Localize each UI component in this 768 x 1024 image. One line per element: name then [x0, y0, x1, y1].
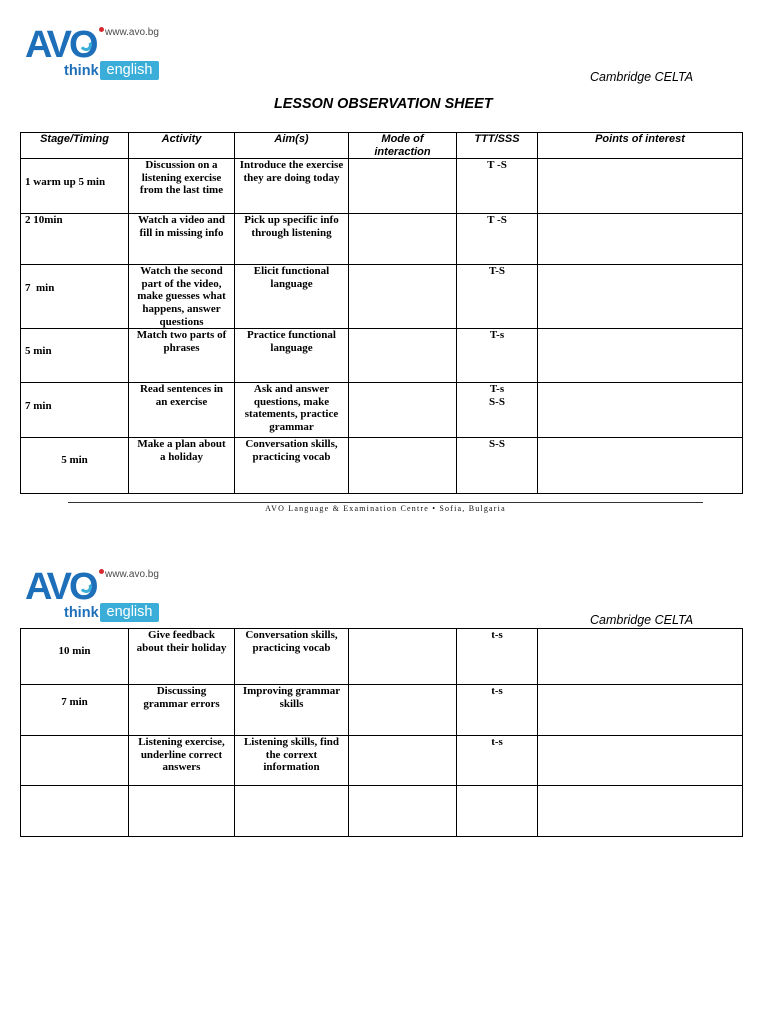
logo-red-dot-icon [99, 569, 104, 574]
ttt-sss-cell: T-s S-S [457, 383, 538, 438]
ttt-sss-cell: T-S [457, 265, 538, 329]
observation-table [20, 132, 743, 494]
logo-think-text: think [64, 605, 99, 621]
stage-timing-cell: 1 warm up 5 min [21, 159, 129, 214]
header-stage-timing: Stage/Timing [21, 133, 129, 159]
ttt-sss-cell: S-S [457, 438, 538, 494]
page-title: LESSON OBSERVATION SHEET [274, 96, 493, 112]
activity-cell: Listening exercise, underline correct answers [129, 736, 235, 786]
stage-timing-cell: 10 min [21, 629, 129, 685]
ttt-sss-cell: t-s [457, 629, 538, 685]
mode-of-interaction-cell [349, 265, 457, 329]
activity-cell [129, 786, 235, 837]
activity-cell: Discussing grammar errors [129, 685, 235, 736]
aims-cell: Conversation skills, practicing vocab [235, 438, 349, 494]
stage-timing-cell: 7 min [21, 265, 129, 329]
activity-cell: Discussion on a listening exercise from the last time [129, 159, 235, 214]
activity-cell: Make a plan about a holiday [129, 438, 235, 494]
logo-think-text: think [64, 63, 99, 79]
activity-cell: Watch a video and fill in missing info [129, 214, 235, 265]
stage-timing-cell: 7 min [21, 383, 129, 438]
ttt-sss-cell: t-s [457, 736, 538, 786]
stage-timing-cell [21, 736, 129, 786]
header-points-of-interest: Points of interest [538, 133, 743, 159]
mode-of-interaction-cell [349, 438, 457, 494]
logo-english-badge: english [100, 61, 159, 80]
points-of-interest-cell [538, 383, 743, 438]
logo-english-badge: english [100, 603, 159, 622]
points-of-interest-cell [538, 629, 743, 685]
ttt-sss-cell: T -S [457, 159, 538, 214]
logo-wordmark: AVO [25, 24, 96, 66]
ttt-sss-cell [457, 786, 538, 837]
page-footer: AVO Language & Examination Centre • Sofia, Bulgaria [265, 504, 506, 513]
observation-table-continued [20, 628, 743, 837]
aims-cell: Practice functional language [235, 329, 349, 383]
stage-timing-cell: 5 min [21, 329, 129, 383]
points-of-interest-cell [538, 786, 743, 837]
aims-cell: Improving grammar skills [235, 685, 349, 736]
aims-cell [235, 786, 349, 837]
avo-logo [25, 26, 165, 84]
header-mode-of-interaction: Mode of interaction [349, 133, 457, 159]
logo-red-dot-icon [99, 27, 104, 32]
mode-of-interaction-cell [349, 685, 457, 736]
activity-cell: Read sentences in an exercise [129, 383, 235, 438]
points-of-interest-cell [538, 329, 743, 383]
aims-cell: Conversation skills, practicing vocab [235, 629, 349, 685]
activity-cell: Match two parts of phrases [129, 329, 235, 383]
aims-cell: Ask and answer questions, make statements, practice grammar [235, 383, 349, 438]
mode-of-interaction-cell [349, 159, 457, 214]
mode-of-interaction-cell [349, 214, 457, 265]
stage-timing-cell: 5 min [21, 438, 129, 494]
aims-cell: Pick up specific info through listening [235, 214, 349, 265]
points-of-interest-cell [538, 685, 743, 736]
program-name: Cambridge CELTA [590, 70, 694, 84]
ttt-sss-cell: T -S [457, 214, 538, 265]
stage-timing-cell: 2 10min [21, 214, 129, 265]
aims-cell: Elicit functional language [235, 265, 349, 329]
points-of-interest-cell [538, 159, 743, 214]
mode-of-interaction-cell [349, 383, 457, 438]
mode-of-interaction-cell [349, 629, 457, 685]
header-ttt-sss: TTT/SSS [457, 133, 538, 159]
aims-cell: Listening skills, find the corrext information [235, 736, 349, 786]
ttt-sss-cell: T-s [457, 329, 538, 383]
activity-cell: Give feedback about their holiday [129, 629, 235, 685]
mode-of-interaction-cell [349, 786, 457, 837]
points-of-interest-cell [538, 214, 743, 265]
avo-logo [25, 568, 165, 626]
logo-website: www.avo.bg [105, 569, 159, 580]
mode-of-interaction-cell [349, 329, 457, 383]
logo-wordmark: AVO [25, 566, 96, 608]
mode-of-interaction-cell [349, 736, 457, 786]
header-activity: Activity [129, 133, 235, 159]
aims-cell: Introduce the exercise they are doing today [235, 159, 349, 214]
footer-divider [68, 502, 703, 503]
activity-cell: Watch the second part of the video, make guesses what happens, answer questions [129, 265, 235, 329]
stage-timing-cell: 7 min [21, 685, 129, 736]
points-of-interest-cell [538, 438, 743, 494]
ttt-sss-cell: t-s [457, 685, 538, 736]
program-name: Cambridge CELTA [590, 613, 694, 627]
header-aims: Aim(s) [235, 133, 349, 159]
stage-timing-cell [21, 786, 129, 837]
points-of-interest-cell [538, 736, 743, 786]
points-of-interest-cell [538, 265, 743, 329]
logo-website: www.avo.bg [105, 27, 159, 38]
